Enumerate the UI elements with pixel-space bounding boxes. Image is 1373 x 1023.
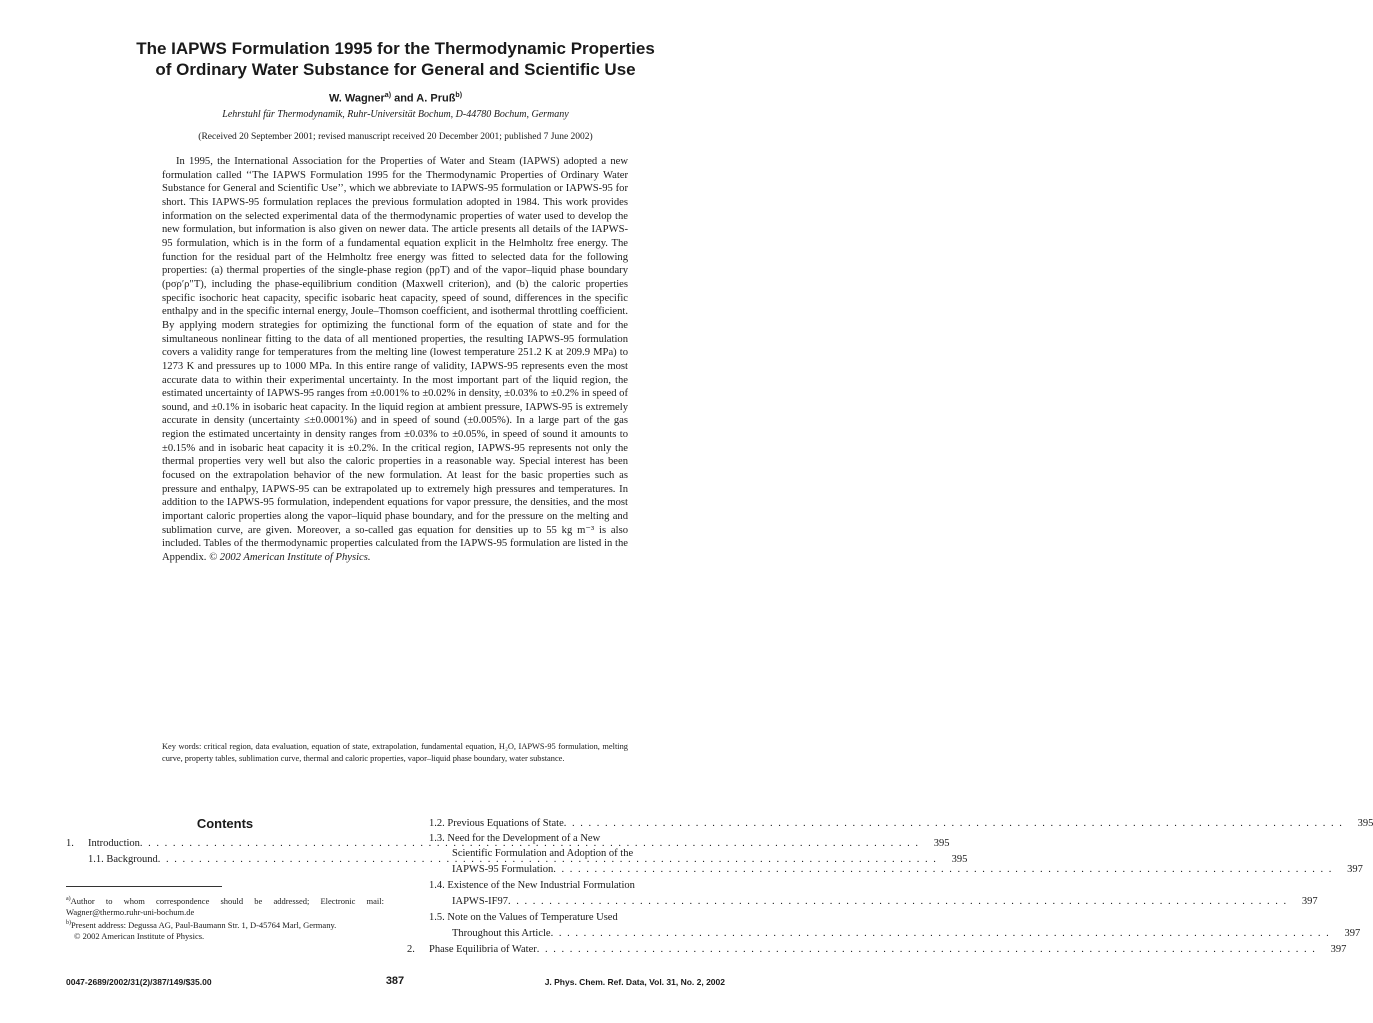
toc-label: 1.2. Previous Equations of State [429,818,564,829]
toc-page: 395 [933,838,950,849]
footnote-b-text: Present address: Degussa AG, Paul-Baumann Str. 1, D-45764 Marl, Germany. [71,919,337,930]
toc-entry-industrial-line-1[interactable]: 1.4. Existence of the New Industrial Formulation [429,880,635,891]
toc-leader [537,942,1317,957]
author-list [0,92,791,105]
toc-entry-previous-equations[interactable] [429,816,1373,831]
article-title [0,38,791,80]
toc-label: Phase Equilibria of Water [429,944,537,955]
abstract-text: In 1995, the International Association for the Properties of Water and Steam (IAPWS) adopted a new formulation called ‘‘The IAPWS Formulation 1995 for the Thermodynamic Properties of Ordinary Water Substance for General and Scientific Use’’, which we abbreviate to IAPWS-95 formulation or IAPWS-95 for short. This IAPWS-95 formulation replaces the previous formulation adopted in 1984. This work provides information on the selected experimental data of the thermodynamic properties of water used to develop the new formulation, but information is also given on newer data. The article presents all details of the IAPWS-95 formulation, which is in the form of a fundamental equation explicit in the Helmholtz free energy. The function for the residual part of the Helmholtz free energy was fitted to selected data for the following properties: (a) thermal properties of the single-phase region (pρT) and of the vapor–liquid phase boundary (pσρ′ρ″T), including the phase-equilibrium condition (Maxwell criterion), and (b) the caloric properties specific isochoric heat capacity, specific isobaric heat capacity, speed of sound, differences in the specific enthalpy and in the specific internal energy, Joule–Thomson coefficient, and isothermal throttling coefficient. By applying modern strategies for optimizing the functional form of the equation of state and for the simultaneous nonlinear fitting to the data of all mentioned properties, the resulting IAPWS-95 formulation covers a validity range for temperatures from the melting line (lowest temperature 251.2 K at 209.9 MPa) to 1273 K and pressures up to 1000 MPa. In this entire range of validity, IAPWS-95 represents even the most accurate data to within their experimental uncertainty. In the most important part of the liquid region, the estimated uncertainty of IAPWS-95 ranges from ±0.001% to ±0.02% in density, ±0.03% to ±0.2% in speed of sound, and ±0.1% in isobaric heat capacity. In the liquid region at ambient pressure, IAPWS-95 is extremely accurate in density (uncertainty ≤±0.0001%) and in speed of sound (±0.005%). In a large part of the gas region the estimated uncertainty in density ranges from ±0.03% to ±0.05%, in speed of sound it amounts to ±0.15% and in isobaric heat capacity it is ±0.2%. In the critical region, IAPWS-95 represents not only the thermal properties very well but also the caloric properties in a reasonable way. Special interest has been focused on the extrapolation behavior of the new formulation. At least for the basic properties such as pressure and enthalpy, IAPWS-95 can be extrapolated up to extremely high pressures and temperatures. In addition to the IAPWS-95 formulation, independent equations for vapor pressure, the densities, and the most important caloric properties along the vapor–liquid phase boundary, and for the pressure on the melting and sublimation curve, are given. Moreover, a so-called gas equation for densities up to 55 kg m⁻³ is also included. Tables of the thermodynamic properties calculated from the IAPWS-95 formulation are listed in the Appendix. [162,156,628,564]
toc-page: 397 [1347,864,1363,875]
toc-leader [553,862,1333,877]
author-connector: and [391,92,417,105]
author-1-mark: a) [384,92,392,99]
footnote-copyright: © 2002 American Institute of Physics. [74,930,205,941]
footnote-b [66,918,384,931]
keywords: Key words: critical region, data evaluation, equation of state, extrapolation, fundamental equation, H₂O, IAPWS-95 formulation, melting curve, property tables, sublimation curve, thermal and caloric properties, vapor–liquid phase boundary, water substance. [162,742,628,764]
toc-page: 395 [1357,818,1373,829]
footnote-rule [66,886,222,887]
toc-leader [551,926,1331,941]
abstract [162,155,628,565]
footnotes [66,894,384,942]
toc-entry-need-line-1[interactable]: 1.3. Need for the Development of a New [429,833,601,844]
title-line-1: The IAPWS Formulation 1995 for the Thermodynamic Properties [136,39,655,58]
toc-label: Throughout this Article [452,928,551,939]
footer-code: 0047-2689/2002/31(2)/387/149/$35.00 [66,977,212,987]
toc-label: IAPWS-IF97 [452,896,509,907]
toc-entry-need-last[interactable] [452,862,1363,877]
page-number: 387 [385,975,405,987]
toc-leader [564,816,1344,831]
author-1: W. Wagner [328,92,385,105]
toc-entry-industrial-last[interactable] [452,894,1318,909]
received-dates: (Received 20 September 2001; revised manuscript received 20 December 2001; published 7 June 2002) [198,132,593,142]
journal-citation: J. Phys. Chem. Ref. Data, Vol. 31, No. 2, 2002 [544,977,725,987]
author-2-mark: b) [455,92,463,99]
author-2: A. Pruß [416,92,456,105]
footnote-a-text: Author to whom correspondence should be addressed; Electronic mail: Wagner@thermo.ruhr-uni-bochum.de [66,895,384,917]
toc-page: 397 [1301,896,1318,907]
toc-page: 397 [1330,944,1347,955]
toc-number: 2. [407,944,415,955]
toc-label: IAPWS-95 Formulation [452,864,554,875]
toc-label: Introduction [88,838,140,849]
toc-entry-temperature-last[interactable] [452,926,1361,941]
abstract-copyright: © 2002 American Institute of Physics. [209,552,371,564]
toc-page: 397 [1344,928,1361,939]
toc-entry-need-line-2[interactable]: Scientific Formulation and Adoption of the [452,848,634,859]
toc-number: 1. [66,838,74,849]
footnote-a [66,894,384,918]
toc-label: 1.1. Background [88,854,158,865]
toc-page: 395 [951,854,968,865]
toc-entry-temperature-line-1[interactable]: 1.5. Note on the Values of Temperature Used [429,912,618,923]
contents-heading: Contents [196,816,254,831]
title-line-2: of Ordinary Water Substance for General and Scientific Use [155,60,636,79]
toc-entry-phase-equilibria[interactable] [407,942,1347,957]
footnote-a-mark: a) [66,896,71,902]
toc-leader [508,894,1288,909]
affiliation: Lehrstuhl für Thermodynamik, Ruhr-Universität Bochum, D-44780 Bochum, Germany [222,109,569,120]
footnote-b-mark: b) [66,919,71,926]
